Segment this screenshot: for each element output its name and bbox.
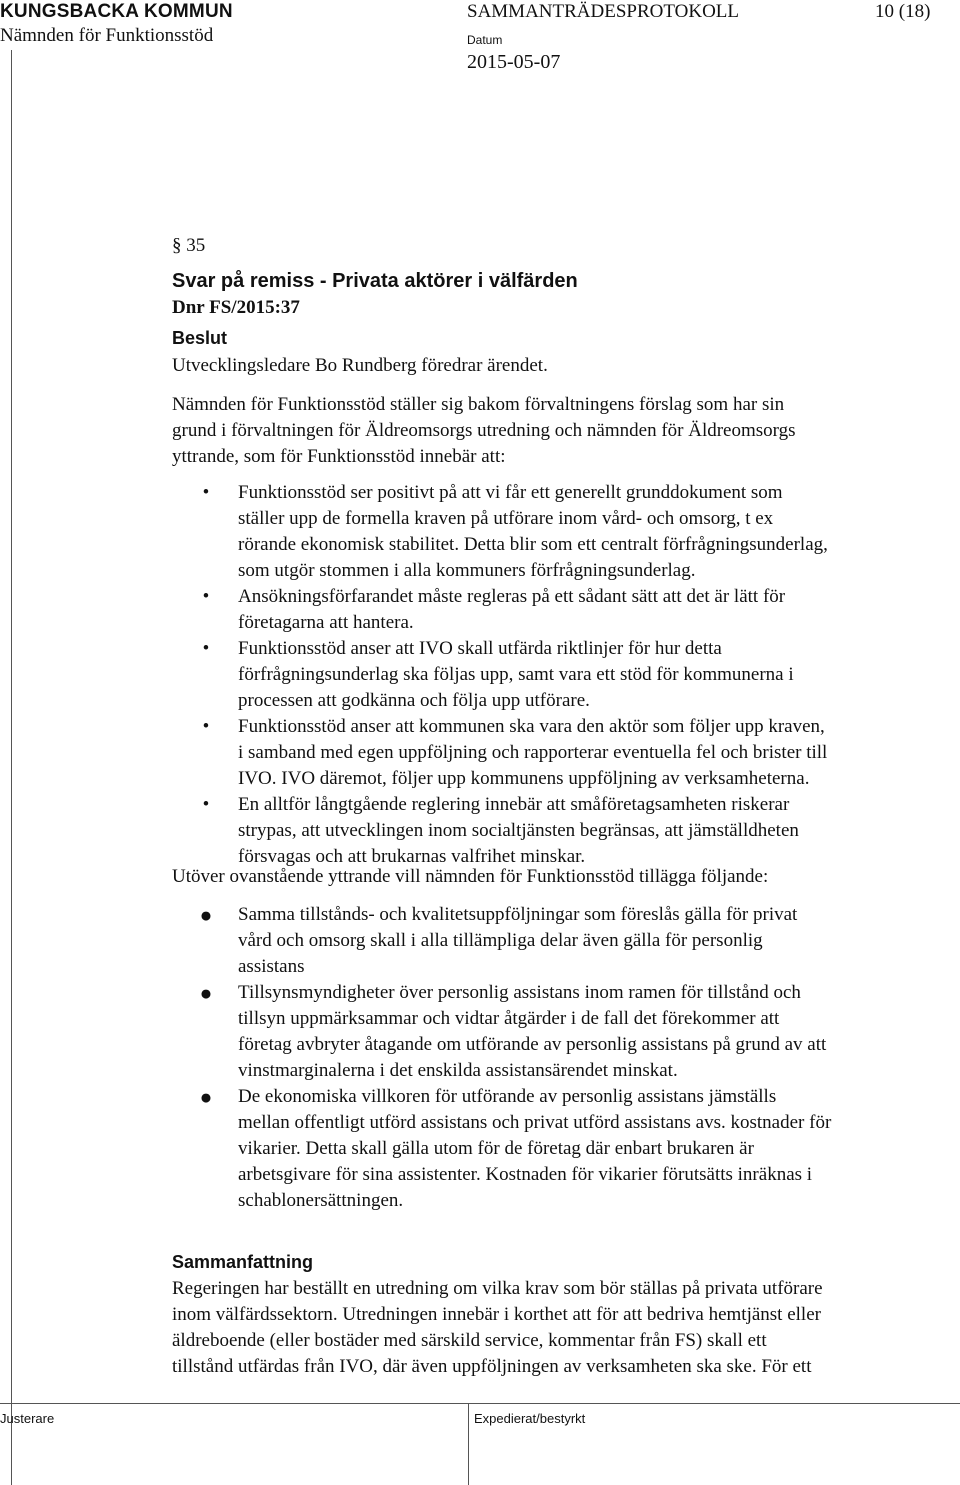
list-item-line: mellan offentligt utförd assistans och privat utförd assistans avs. kostnader för bbox=[238, 1112, 832, 1133]
presenter-line: Utvecklingsledare Bo Rundberg föredrar ärendet. bbox=[172, 355, 548, 376]
list-item-line: Funktionsstöd anser att kommunen ska vara den aktör som följer upp kraven, bbox=[238, 716, 825, 737]
list-item-line: arbetsgivare för sina assistenter. Kostnaden för vikarier förutsätts inräknas i bbox=[238, 1164, 813, 1185]
list-item-line: vård och omsorg skall i alla tillämpliga delar även gälla för personlig bbox=[238, 930, 763, 951]
list-item bbox=[172, 584, 932, 636]
list-item-line: strypas, att utvecklingen inom socialtjänsten begränsas, att jämställdheten bbox=[238, 820, 799, 841]
org-name: KUNGSBACKA KOMMUN bbox=[0, 1, 233, 22]
list-item-line: som utgör stommen i alla kommuners förfrågningsunderlag. bbox=[238, 560, 696, 581]
list-item-line: schablonersättningen. bbox=[238, 1190, 404, 1211]
date-label: Datum bbox=[467, 33, 503, 47]
summary-line: äldreboende (eller bostäder med särskild service, kommentar från FS) skall ett bbox=[172, 1330, 767, 1351]
bullet-icon: ● bbox=[199, 903, 213, 927]
summary-line: Regeringen har beställt en utredning om vilka krav som bör ställas på privata utförare bbox=[172, 1278, 823, 1299]
list-item-line: processen att godkänna och följa upp utförare. bbox=[238, 690, 590, 711]
bullet-icon: ● bbox=[199, 981, 213, 1005]
summary-heading: Sammanfattning bbox=[172, 1252, 314, 1272]
bullet-icon: • bbox=[202, 586, 210, 607]
list-item-line: ställer upp de formella kraven på utförare inom vård- och omsorg, t ex bbox=[238, 508, 774, 529]
list-item-line: De ekonomiska villkoren för utförande av personlig assistans jämställs bbox=[238, 1086, 777, 1107]
list-item bbox=[172, 1084, 932, 1214]
list-item-line: Funktionsstöd anser att IVO skall utfärda riktlinjer för hur detta bbox=[238, 638, 722, 659]
intro-line: Nämnden för Funktionsstöd ställer sig bakom förvaltningens förslag som har sin bbox=[172, 394, 785, 415]
intro-line: yttrande, som för Funktionsstöd innebär att: bbox=[172, 446, 506, 467]
list-item-line: Funktionsstöd ser positivt på att vi får ett generellt grunddokument som bbox=[238, 482, 783, 503]
list-item bbox=[172, 792, 932, 870]
case-dnr: Dnr FS/2015:37 bbox=[172, 297, 300, 318]
footer-rule bbox=[0, 1403, 960, 1404]
footer-divider bbox=[468, 1403, 469, 1485]
list-item-line: rörande ekonomisk stabilitet. Detta blir som ett centralt förfrågningsunderlag, bbox=[238, 534, 828, 555]
list-item-line: företag avbryter åtagande om utförande av personlig assistans på grund av att bbox=[238, 1034, 827, 1055]
case-title: Svar på remiss - Privata aktörer i välfärden bbox=[172, 270, 578, 292]
bullet-icon: • bbox=[202, 638, 210, 659]
intro-paragraph bbox=[172, 392, 907, 470]
list-item bbox=[172, 902, 932, 980]
dispatch-label: Expedierat/bestyrkt bbox=[474, 1411, 586, 1426]
list-item bbox=[172, 980, 932, 1084]
intro-line: grund i förvaltningen för Äldreomsorgs utredning och nämnden för Äldreomsorgs bbox=[172, 420, 796, 441]
summary-line: tillstånd utfärdas från IVO, där även uppföljningen av verksamheten ska ske. För ett bbox=[172, 1356, 812, 1377]
summary-paragraph bbox=[172, 1276, 932, 1380]
section-number-value: 35 bbox=[186, 235, 206, 256]
document-type: SAMMANTRÄDESPROTOKOLL bbox=[467, 1, 740, 22]
list-item-line: vinstmarginalerna i det enskilda assistansärendet minskat. bbox=[238, 1060, 678, 1081]
list-item-line: företagarna att hantera. bbox=[238, 612, 414, 633]
list-item-line: Samma tillstånds- och kvalitetsuppföljningar som föreslås gälla för privat bbox=[238, 904, 798, 925]
list-item-line: försvagas och att brukarnas valfrihet minskar. bbox=[238, 846, 586, 867]
committee-name: Nämnden för Funktionsstöd bbox=[0, 25, 214, 46]
bullet-icon: • bbox=[202, 482, 210, 503]
list-item-line: Ansökningsförfarandet måste regleras på ett sådant sätt att det är lätt för bbox=[238, 586, 786, 607]
list-item bbox=[172, 636, 932, 714]
summary-line: inom välfärdssektorn. Utredningen innebär i korthet att för att bedriva hemtjänst eller bbox=[172, 1304, 821, 1325]
decision-heading: Beslut bbox=[172, 328, 228, 348]
list-item-line: i samband med egen uppföljning och rapporterar eventuella fel och brister till bbox=[238, 742, 828, 763]
addition-list bbox=[172, 902, 932, 1214]
adjuster-label: Justerare bbox=[0, 1411, 55, 1426]
meeting-date: 2015-05-07 bbox=[467, 51, 561, 73]
list-item-line: vikarier. Detta skall gälla utom för de företag där enbart brukaren är bbox=[238, 1138, 754, 1159]
addition-intro: Utöver ovanstående yttrande vill nämnden för Funktionsstöd tillägga följande: bbox=[172, 866, 769, 887]
list-item bbox=[172, 714, 932, 792]
list-item-line: assistans bbox=[238, 956, 305, 977]
list-item-line: förfrågningsunderlag ska följas upp, samt vara ett stöd för kommunerna i bbox=[238, 664, 794, 685]
section-number bbox=[172, 235, 205, 257]
list-item bbox=[172, 480, 932, 584]
position-list bbox=[172, 480, 932, 870]
bullet-icon: • bbox=[202, 716, 210, 737]
margin-rule bbox=[11, 50, 12, 1485]
bullet-icon: ● bbox=[199, 1085, 213, 1109]
list-item-line: En alltför långtgående reglering innebär att småföretagsamheten riskerar bbox=[238, 794, 790, 815]
bullet-icon: • bbox=[202, 794, 210, 815]
list-item-line: tillsyn uppmärksammar och vidtar åtgärder i de fall det förekommer att bbox=[238, 1008, 780, 1029]
section-sign: § bbox=[172, 235, 182, 256]
list-item-line: IVO. IVO däremot, följer upp kommunens uppföljning av verksamheterna. bbox=[238, 768, 810, 789]
list-item-line: Tillsynsmyndigheter över personlig assistans inom ramen för tillstånd och bbox=[238, 982, 801, 1003]
page-number: 10 (18) bbox=[875, 1, 931, 22]
